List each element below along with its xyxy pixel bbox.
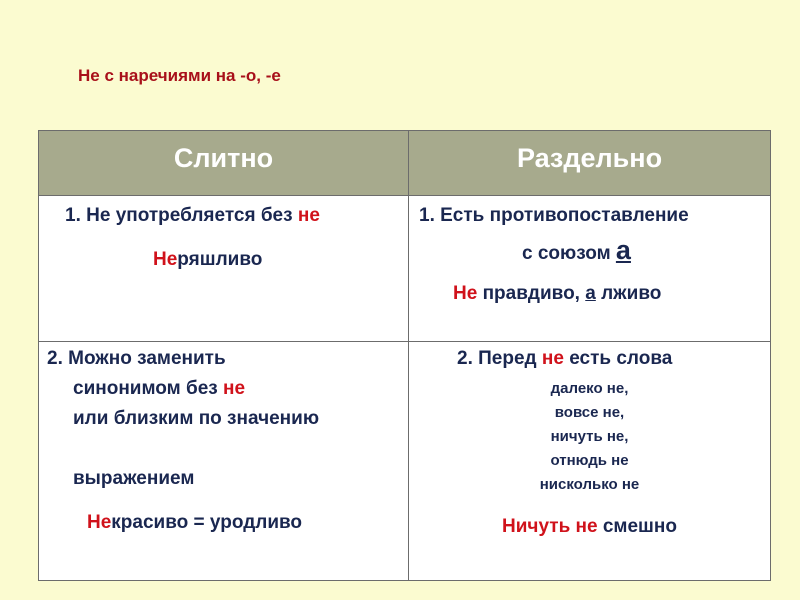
rule-text: 2. Перед: [457, 348, 542, 369]
column-divider: [408, 131, 409, 580]
word-item: отнюдь не: [550, 452, 629, 469]
row1-right-rule-line1: 1. Есть противопоставление: [419, 205, 689, 226]
rule-text: синонимом без: [73, 378, 224, 399]
ne-highlight: Не: [87, 512, 112, 533]
ne-highlight: не: [297, 205, 320, 226]
header-razdelno: Раздельно: [409, 131, 770, 195]
example-text: смешно: [597, 516, 677, 537]
row1-left-cell: [39, 195, 408, 341]
rule-text: есть слова: [563, 348, 673, 369]
row2-left-example: [87, 512, 302, 534]
example-red-text: Ничуть: [502, 516, 576, 537]
ne-highlight: Не: [153, 249, 178, 270]
row2-left-rule-line2: [73, 378, 245, 400]
word-item: ничуть не,: [550, 428, 629, 445]
ne-highlight: Не: [453, 283, 478, 304]
row2-left-rule-line3: или близким по значению: [73, 408, 320, 429]
example-text: красиво = уродливо: [111, 512, 303, 533]
row2-left-rule-line1: 2. Можно заменить: [47, 348, 226, 369]
row1-left-rule: [65, 205, 320, 227]
row2-left-cell: [39, 342, 408, 580]
conjunction-a: а: [615, 235, 631, 265]
row1-left-example: [153, 249, 262, 271]
row1-right-example: [453, 283, 661, 305]
example-text: ряшливо: [177, 249, 263, 270]
header-slitno: Слитно: [39, 131, 408, 195]
ne-highlight: не: [575, 516, 598, 537]
ne-highlight: не: [223, 378, 246, 399]
row1-right-cell: [409, 195, 770, 341]
rule-text: 1. Не употребляется без: [65, 205, 298, 226]
word-item: нисколько не: [539, 476, 640, 493]
word-item: вовсе не,: [554, 404, 625, 421]
row2-right-example: [409, 516, 770, 538]
word-item: далеко не,: [550, 380, 629, 397]
header-divider: [39, 195, 770, 196]
row1-right-rule-line2: [522, 235, 631, 266]
example-text: правдиво,: [477, 283, 586, 304]
row2-left-rule-line4: выражением: [73, 468, 195, 489]
ne-highlight: не: [541, 348, 564, 369]
row2-right-rule: [457, 348, 672, 370]
example-text: лживо: [595, 283, 662, 304]
row-divider: [39, 341, 770, 342]
row2-right-cell: [409, 342, 770, 580]
rule-text: с союзом: [522, 243, 616, 264]
slide-title: Не с наречиями на -о, -е: [78, 66, 281, 85]
conjunction-a: а: [585, 283, 596, 304]
rules-table: [38, 130, 771, 581]
